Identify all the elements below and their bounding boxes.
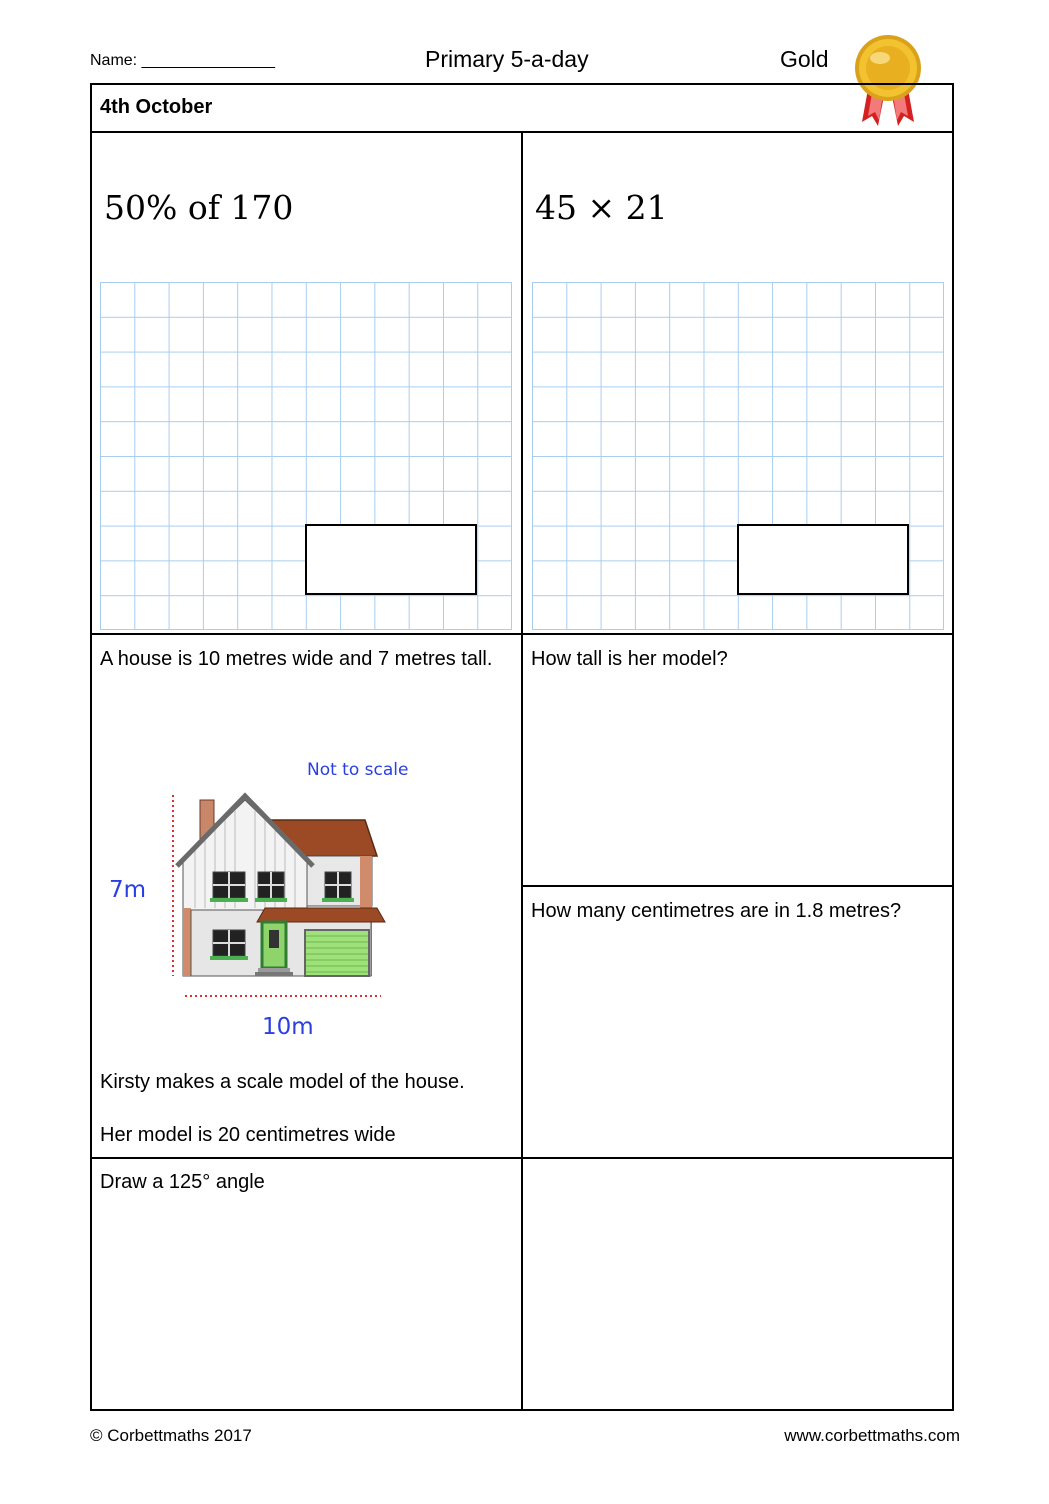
height-label: 7m	[109, 877, 147, 903]
center-divider	[521, 131, 523, 1411]
divider	[521, 885, 954, 887]
question-3-prompt: How tall is her model?	[531, 648, 728, 670]
not-to-scale-note: Not to scale	[307, 760, 409, 780]
divider	[90, 633, 954, 635]
worksheet-date: 4th October	[100, 96, 213, 118]
divider	[90, 1157, 954, 1159]
page-title: Primary 5-a-day	[425, 46, 589, 72]
footer-copyright: © Corbettmaths 2017	[90, 1426, 252, 1445]
answer-box-1[interactable]	[305, 524, 477, 595]
house-illustration	[165, 790, 390, 1005]
question-1: 50% of 170	[104, 188, 294, 227]
question-3-intro: A house is 10 metres wide and 7 metres tall.	[100, 648, 493, 670]
width-label: 10m	[262, 1014, 314, 1040]
level-label: Gold	[780, 46, 829, 72]
question-3-line-1: Kirsty makes a scale model of the house.	[100, 1071, 465, 1093]
question-2: 45 × 21	[535, 188, 668, 227]
name-field-label: Name: _______________	[90, 52, 276, 69]
question-5: Draw a 125° angle	[100, 1171, 265, 1193]
answer-box-2[interactable]	[737, 524, 909, 595]
footer-website[interactable]: www.corbettmaths.com	[784, 1426, 960, 1445]
question-3-line-2: Her model is 20 centimetres wide	[100, 1124, 396, 1146]
question-4: How many centimetres are in 1.8 metres?	[531, 900, 902, 922]
